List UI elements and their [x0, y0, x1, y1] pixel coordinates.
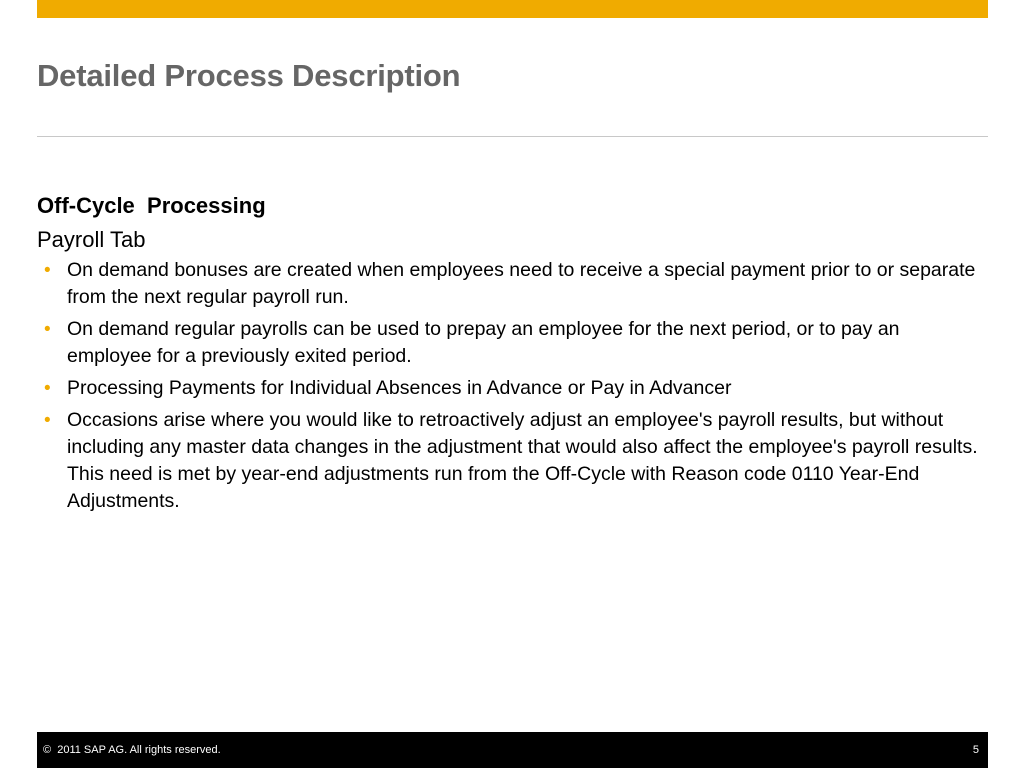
footer-bar: [37, 732, 988, 768]
title-divider: [37, 136, 988, 137]
bullet-icon: •: [44, 260, 51, 281]
bullet-text: Occasions arise where you would like to retroactively adjust an employee's payroll results, but without including any master data changes in the adjustment that would also affect the employee's payroll results. This need is met by year-end adjustments run from the Off-Cycle with Reason code 0110 Year-End Adjustments.: [67, 409, 978, 512]
bullet-item: [37, 375, 988, 402]
copyright-text: © 2011 SAP AG. All rights reserved.: [43, 744, 221, 756]
bullet-list: [37, 257, 988, 515]
bullet-icon: •: [44, 410, 51, 431]
subheading: Payroll Tab: [37, 227, 146, 252]
bullet-icon: •: [44, 319, 51, 340]
bullet-item: [37, 257, 988, 311]
bullet-item: [37, 407, 988, 515]
top-accent-bar: [37, 0, 988, 18]
bullet-text: On demand bonuses are created when employees need to receive a special payment prior to or separate from the next regular payroll run.: [67, 259, 976, 308]
page-number: 5: [972, 744, 979, 756]
bullet-icon: •: [44, 378, 51, 399]
slide-content: [37, 191, 988, 520]
bullet-text: Processing Payments for Individual Absences in Advance or Pay in Advancer: [67, 377, 732, 399]
slide-title: Detailed Process Description: [37, 58, 461, 93]
section-heading: Off-Cycle Processing: [37, 193, 266, 218]
bullet-text: On demand regular payrolls can be used to prepay an employee for the next period, or to pay an employee for a previously exited period.: [67, 318, 900, 367]
bullet-item: [37, 316, 988, 370]
